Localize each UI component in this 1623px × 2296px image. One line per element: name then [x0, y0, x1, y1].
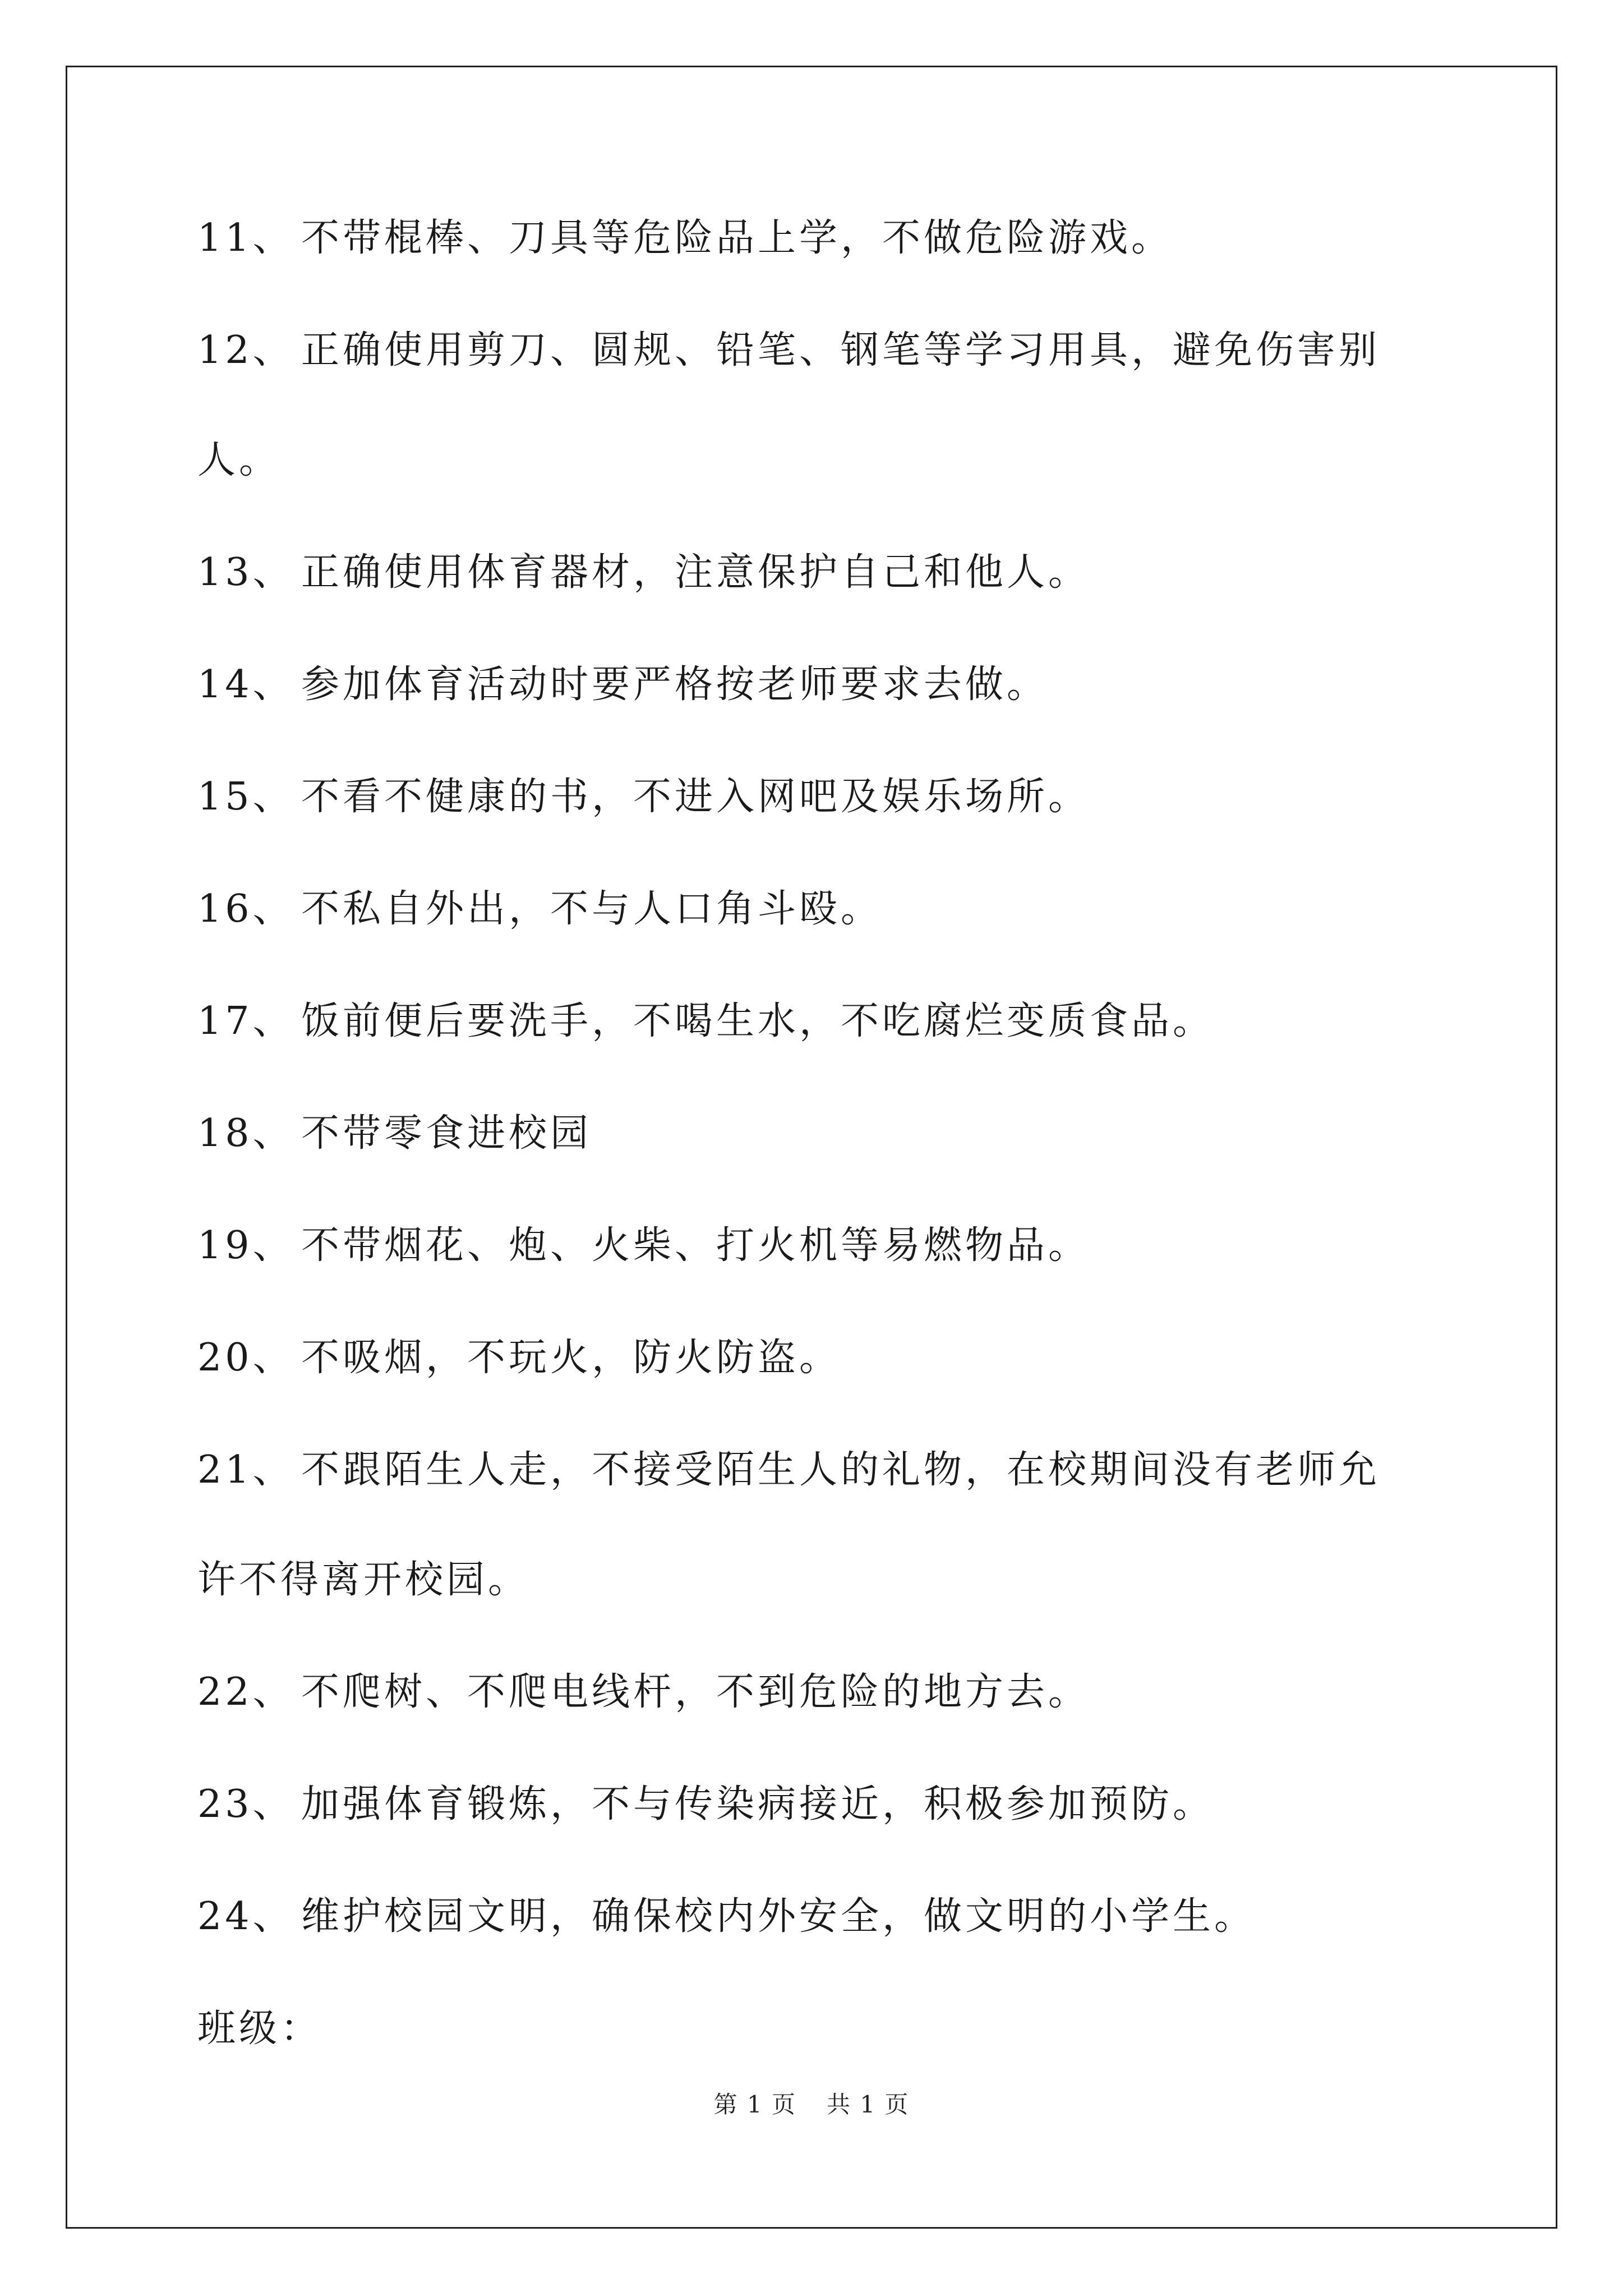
item-number: 11、: [197, 216, 294, 260]
item-number: 15、: [197, 775, 294, 819]
item-number: 22、: [197, 1670, 294, 1714]
item-number: 20、: [197, 1336, 294, 1380]
item-text: 不爬树、不爬电线杆，不到危险的地方去。: [301, 1670, 1090, 1714]
list-item: [197, 1445, 1448, 1605]
item-text: 不带棍棒、刀具等危险品上学，不做危险游戏。: [301, 216, 1173, 260]
list-item: [197, 996, 1448, 1047]
list-item: [197, 1667, 1448, 1718]
list-item: [197, 884, 1448, 935]
list-item: [197, 213, 1448, 264]
item-text-continuation: 人。: [197, 438, 281, 482]
item-text: 不吸烟，不玩火，防火防盗。: [301, 1336, 841, 1380]
item-text: 不跟陌生人走，不接受陌生人的礼物，在校期间没有老师允: [301, 1448, 1381, 1492]
item-number: 12、: [197, 328, 294, 372]
item-text-continuation: 许不得离开校园。: [197, 1558, 530, 1602]
item-text: 饭前便后要洗手，不喝生水，不吃腐烂变质食品。: [301, 999, 1215, 1043]
list-item: [197, 1779, 1448, 1830]
item-text: 不看不健康的书，不进入网吧及娱乐场所。: [301, 775, 1090, 819]
item-text: 不带烟花、炮、火柴、打火机等易燃物品。: [301, 1223, 1090, 1268]
page-number: 第 1 页: [713, 2091, 796, 2118]
item-number: 19、: [197, 1223, 294, 1268]
item-text: 不带零食进校园: [301, 1111, 592, 1156]
list-item: [197, 1333, 1448, 1383]
item-number: 24、: [197, 1894, 294, 1939]
document-body: [197, 213, 1448, 2054]
item-text: 加强体育锻炼，不与传染病接近，积极参加预防。: [301, 1782, 1215, 1826]
item-text: 正确使用剪刀、圆规、铅笔、钢笔等学习用具，避免伤害别: [301, 328, 1381, 372]
item-number: 16、: [197, 887, 294, 931]
item-text: 正确使用体育器材，注意保护自己和他人。: [301, 550, 1090, 595]
item-number: 17、: [197, 999, 294, 1043]
item-number: 14、: [197, 662, 294, 707]
list-item: [197, 1221, 1448, 1271]
item-number: 23、: [197, 1782, 294, 1826]
item-number: 18、: [197, 1111, 294, 1156]
page-footer: [0, 2086, 1623, 2120]
item-text: 不私自外出，不与人口角斗殴。: [301, 887, 883, 931]
list-item: [197, 325, 1448, 486]
list-item: [197, 660, 1448, 710]
item-number: 13、: [197, 550, 294, 595]
list-item: [197, 547, 1448, 598]
class-label: 班级：: [197, 2007, 322, 2051]
list-item: [197, 1892, 1448, 1942]
item-number: 21、: [197, 1448, 294, 1492]
list-item: [197, 1108, 1448, 1159]
list-item: [197, 772, 1448, 822]
item-text: 参加体育活动时要严格按老师要求去做。: [301, 662, 1049, 707]
item-text: 维护校园文明，确保校内外安全，做文明的小学生。: [301, 1894, 1256, 1939]
page-total: 共 1 页: [827, 2091, 910, 2118]
